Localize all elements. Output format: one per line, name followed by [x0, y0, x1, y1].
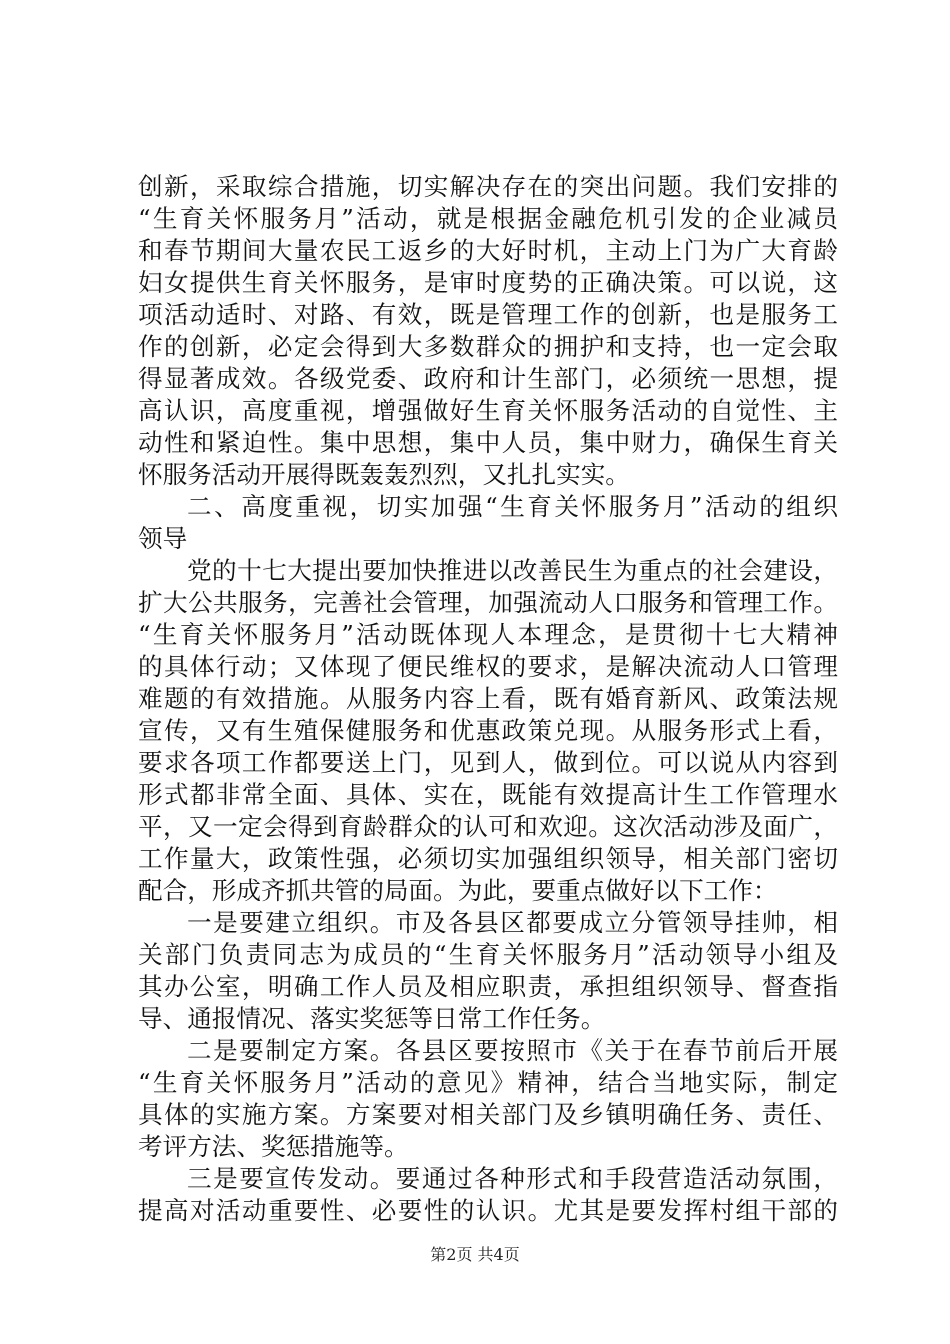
text-line: 妇女提供生育关怀服务，是审时度势的正确决策。可以说，这 [138, 268, 838, 297]
text-line: 怀服务活动开展得既轰轰烈烈，又扎扎实实。 [138, 460, 630, 489]
text-line: 配合，形成齐抓共管的局面。为此，要重点做好以下工作： [138, 876, 778, 905]
text-line: 项活动适时、对路、有效，既是管理工作的创新，也是服务工 [138, 300, 838, 329]
text-line: 难题的有效措施。从服务内容上看，既有婚育新风、政策法规 [138, 684, 838, 713]
text-line: 创新，采取综合措施，切实解决存在的突出问题。我们安排的 [138, 172, 838, 201]
text-line: 宣传，又有生殖保健服务和优惠政策兑现。从服务形式上看， [138, 716, 838, 745]
text-line: “生育关怀服务月”活动的意见》精神，结合当地实际，制定 [138, 1068, 838, 1097]
text-line: 高认识，高度重视，增强做好生育关怀服务活动的自觉性、主 [138, 396, 838, 425]
page-number-footer: 第2页 共4页 [430, 1245, 520, 1264]
text-line: 导、通报情况、落实奖惩等日常工作任务。 [138, 1004, 606, 1033]
text-line: 要求各项工作都要送上门，见到人，做到位。可以说从内容到 [138, 748, 838, 777]
text-line: 作的创新，必定会得到大多数群众的拥护和支持，也一定会取 [138, 332, 838, 361]
text-line: 二是要制定方案。各县区要按照市《关于在春节前后开展 [187, 1036, 838, 1065]
text-line: 具体的实施方案。方案要对相关部门及乡镇明确任务、责任、 [138, 1100, 838, 1129]
section-heading-line: 领导 [138, 524, 188, 553]
text-line: 得显著成效。各级党委、政府和计生部门，必须统一思想，提 [138, 364, 838, 393]
text-line: 党的十七大提出要加快推进以改善民生为重点的社会建设， [187, 556, 838, 585]
text-line: 其办公室，明确工作人员及相应职责，承担组织领导、督查指 [138, 972, 838, 1001]
text-line: “生育关怀服务月”活动，就是根据金融危机引发的企业减员 [138, 204, 838, 233]
text-line: 提高对活动重要性、必要性的认识。尤其是要发挥村组干部的 [138, 1196, 838, 1225]
text-line: 一是要建立组织。市及各县区都要成立分管领导挂帅，相 [187, 908, 838, 937]
text-line: 动性和紧迫性。集中思想，集中人员，集中财力，确保生育关 [138, 428, 838, 457]
text-line: 关部门负责同志为成员的“生育关怀服务月”活动领导小组及 [138, 940, 838, 969]
text-line: 三是要宣传发动。要通过各种形式和手段营造活动氛围， [187, 1164, 838, 1193]
text-line: “生育关怀服务月”活动既体现人本理念，是贯彻十七大精神 [138, 620, 838, 649]
text-line: 的具体行动；又体现了便民维权的要求，是解决流动人口管理 [138, 652, 838, 681]
text-line: 工作量大，政策性强，必须切实加强组织领导，相关部门密切 [138, 844, 838, 873]
text-line: 考评方法、奖惩措施等。 [138, 1132, 409, 1161]
text-line: 和春节期间大量农民工返乡的大好时机，主动上门为广大育龄 [138, 236, 838, 265]
text-line: 平，又一定会得到育龄群众的认可和欢迎。这次活动涉及面广， [138, 812, 838, 841]
section-heading-line: 二、高度重视，切实加强“生育关怀服务月”活动的组织 [187, 492, 838, 521]
body-text [138, 171, 838, 1227]
text-line: 形式都非常全面、具体、实在，既能有效提高计生工作管理水 [138, 780, 838, 809]
text-line: 扩大公共服务，完善社会管理，加强流动人口服务和管理工作。 [138, 588, 838, 617]
